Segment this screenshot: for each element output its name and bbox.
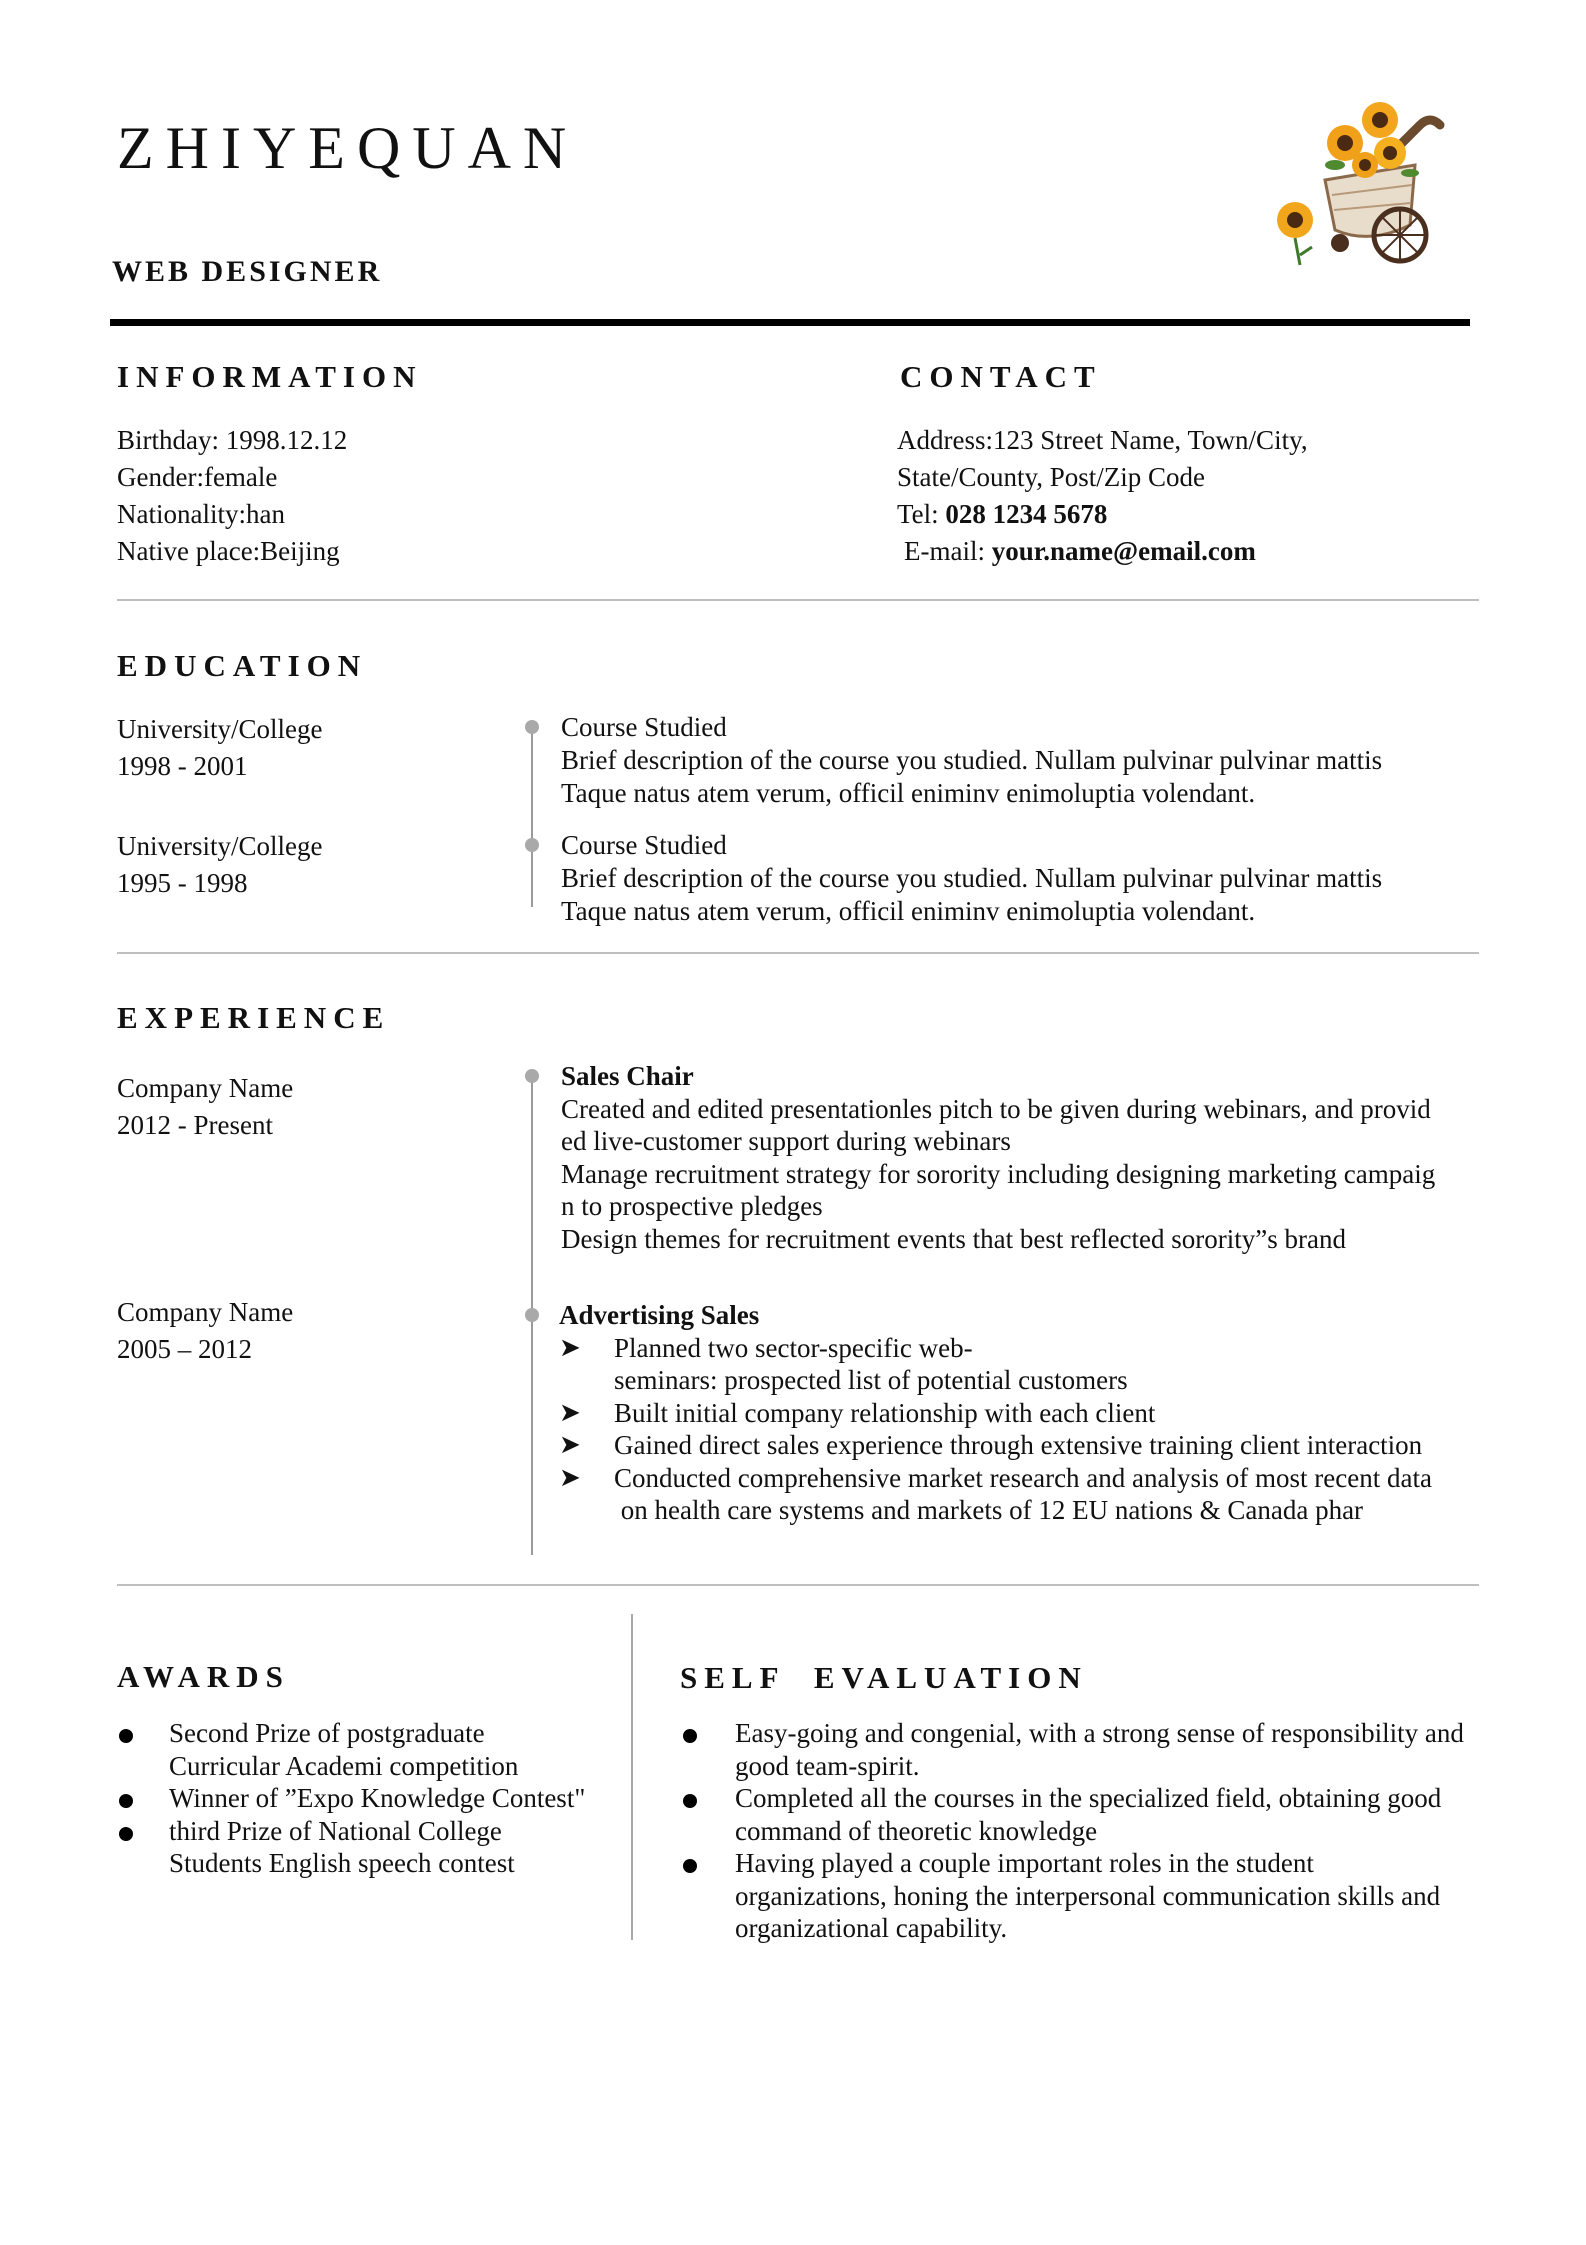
experience-line: Design themes for recruitment events that best reflected sorority”s brand (561, 1223, 1346, 1254)
self-evaluation-text: organizations, honing the interpersonal communication skills and (735, 1880, 1441, 1911)
experience-company: Company Name (117, 1073, 294, 1103)
section-divider (117, 952, 1479, 954)
section-divider (117, 1584, 1479, 1586)
contact-email (897, 533, 1308, 570)
award-item (119, 1815, 585, 1880)
header-divider (110, 319, 1470, 326)
experience-years: 2005 – 2012 (117, 1334, 252, 1364)
experience-item-details (559, 1299, 1432, 1527)
award-item (119, 1717, 585, 1782)
info-gender: Gender:female (117, 462, 278, 492)
bullet-icon (119, 1827, 133, 1841)
sunflower-cart-icon (1270, 95, 1480, 270)
education-desc: Taque natus atem verum, officil eniminv enimoluptia volendant. (561, 896, 1256, 926)
education-timeline (531, 725, 533, 907)
timeline-dot (525, 1069, 539, 1083)
experience-line: n to prospective pledges (561, 1191, 823, 1221)
self-evaluation-text: organizational capability. (735, 1913, 1008, 1943)
information-list (117, 422, 347, 570)
self-evaluation-item (683, 1717, 1464, 1782)
contact-tel (897, 496, 1308, 533)
info-native-place: Native place:Beijing (117, 536, 340, 566)
info-nationality: Nationality:han (117, 499, 285, 529)
self-evaluation-item (683, 1847, 1464, 1945)
experience-item-details (561, 1060, 1435, 1255)
self-evaluation-text: command of theoretic knowledge (735, 1815, 1098, 1846)
awards-list (119, 1717, 585, 1880)
experience-item-dates (117, 1070, 293, 1144)
bullet-icon (119, 1729, 133, 1743)
bullet-icon (683, 1859, 697, 1873)
arrow-bullet-icon: ➤ (559, 1430, 581, 1459)
education-desc: Brief description of the course you studied. Nullam pulvinar pulvinar mattis (561, 745, 1383, 775)
experience-company: Company Name (117, 1297, 294, 1327)
experience-position: Advertising Sales (559, 1300, 760, 1330)
education-course: Course Studied (561, 830, 727, 860)
award-item (119, 1782, 585, 1815)
education-course: Course Studied (561, 712, 727, 742)
experience-line: Manage recruitment strategy for sorority including designing marketing campaig (561, 1158, 1436, 1189)
self-evaluation-text: Easy-going and congenial, with a strong sense of responsibility and (735, 1718, 1464, 1748)
bullet-icon (683, 1794, 697, 1808)
education-school: University/College (117, 831, 323, 861)
experience-bullet-text: seminars: prospected list of potential customers (614, 1365, 1128, 1395)
self-evaluation-list (683, 1717, 1464, 1945)
education-item-dates (117, 828, 322, 902)
experience-line: Created and edited presentationles pitch to be given during webinars, and provid (561, 1093, 1431, 1124)
education-desc: Taque natus atem verum, officil eniminv enimoluptia volendant. (561, 778, 1256, 808)
arrow-bullet-icon: ➤ (559, 1397, 581, 1427)
experience-bullet (559, 1332, 1432, 1397)
education-item-details (561, 711, 1382, 810)
education-years: 1998 - 2001 (117, 751, 248, 781)
email-label: E-mail: (904, 536, 992, 566)
info-birthday: Birthday: 1998.12.12 (117, 425, 348, 455)
contact-details (897, 422, 1308, 570)
award-text: third Prize of National College (169, 1815, 502, 1846)
tel-value: 028 1234 5678 (945, 499, 1108, 529)
self-evaluation-heading: SELF EVALUATION (680, 1660, 1088, 1695)
experience-position: Sales Chair (561, 1061, 694, 1091)
contact-heading: CONTACT (900, 359, 1102, 394)
experience-bullet-text: Gained direct sales experience through extensive training client interaction (614, 1430, 1423, 1460)
experience-item-dates (117, 1294, 293, 1368)
column-divider (631, 1614, 633, 1940)
arrow-bullet-icon: ➤ (559, 1462, 581, 1492)
tel-label: Tel: (897, 499, 946, 529)
self-evaluation-text: Having played a couple important roles in the student (735, 1848, 1314, 1878)
education-desc: Brief description of the course you studied. Nullam pulvinar pulvinar mattis (561, 863, 1383, 893)
information-heading: INFORMATION (117, 359, 423, 394)
timeline-dot (525, 1308, 539, 1322)
experience-heading: EXPERIENCE (117, 1000, 391, 1035)
experience-line: ed live-customer support during webinars (561, 1126, 1011, 1156)
timeline-dot (525, 838, 539, 852)
bullet-icon (119, 1794, 133, 1808)
experience-bullet-text: Planned two sector-specific web- (614, 1332, 973, 1363)
experience-bullet-text: Conducted comprehensive market research and analysis of most recent data (614, 1462, 1432, 1493)
experience-bullet-text: Built initial company relationship with each client (614, 1397, 1156, 1428)
timeline-dot (525, 720, 539, 734)
experience-bullet (559, 1397, 1432, 1430)
experience-bullet (559, 1429, 1432, 1462)
experience-bullet (559, 1462, 1432, 1527)
job-title: WEB DESIGNER (112, 255, 383, 288)
education-heading: EDUCATION (117, 648, 368, 683)
award-text: Curricular Academi competition (169, 1750, 519, 1781)
self-evaluation-text: Completed all the courses in the specialized field, obtaining good (735, 1783, 1442, 1813)
awards-heading: AWARDS (117, 1659, 290, 1694)
contact-address-line1: Address:123 Street Name, Town/City, (897, 425, 1308, 455)
award-text: Winner of ”Expo Knowledge Contest" (169, 1783, 586, 1813)
experience-years: 2012 - Present (117, 1110, 273, 1140)
education-school: University/College (117, 714, 323, 744)
education-years: 1995 - 1998 (117, 868, 248, 898)
self-evaluation-text: good team-spirit. (735, 1750, 920, 1781)
award-text: Second Prize of postgraduate (169, 1718, 485, 1748)
bullet-icon (683, 1729, 697, 1743)
education-item-details (561, 829, 1382, 928)
section-divider (117, 599, 1479, 601)
arrow-bullet-icon: ➤ (559, 1332, 581, 1362)
award-text: Students English speech contest (169, 1848, 515, 1878)
experience-bullet-text: on health care systems and markets of 12 EU nations & Canada phar (614, 1495, 1364, 1525)
self-evaluation-item (683, 1782, 1464, 1847)
education-item-dates (117, 711, 322, 785)
contact-address-line2: State/County, Post/Zip Code (897, 462, 1206, 492)
email-value: your.name@email.com (991, 536, 1256, 566)
resume-name: ZHIYEQUAN (117, 115, 579, 181)
